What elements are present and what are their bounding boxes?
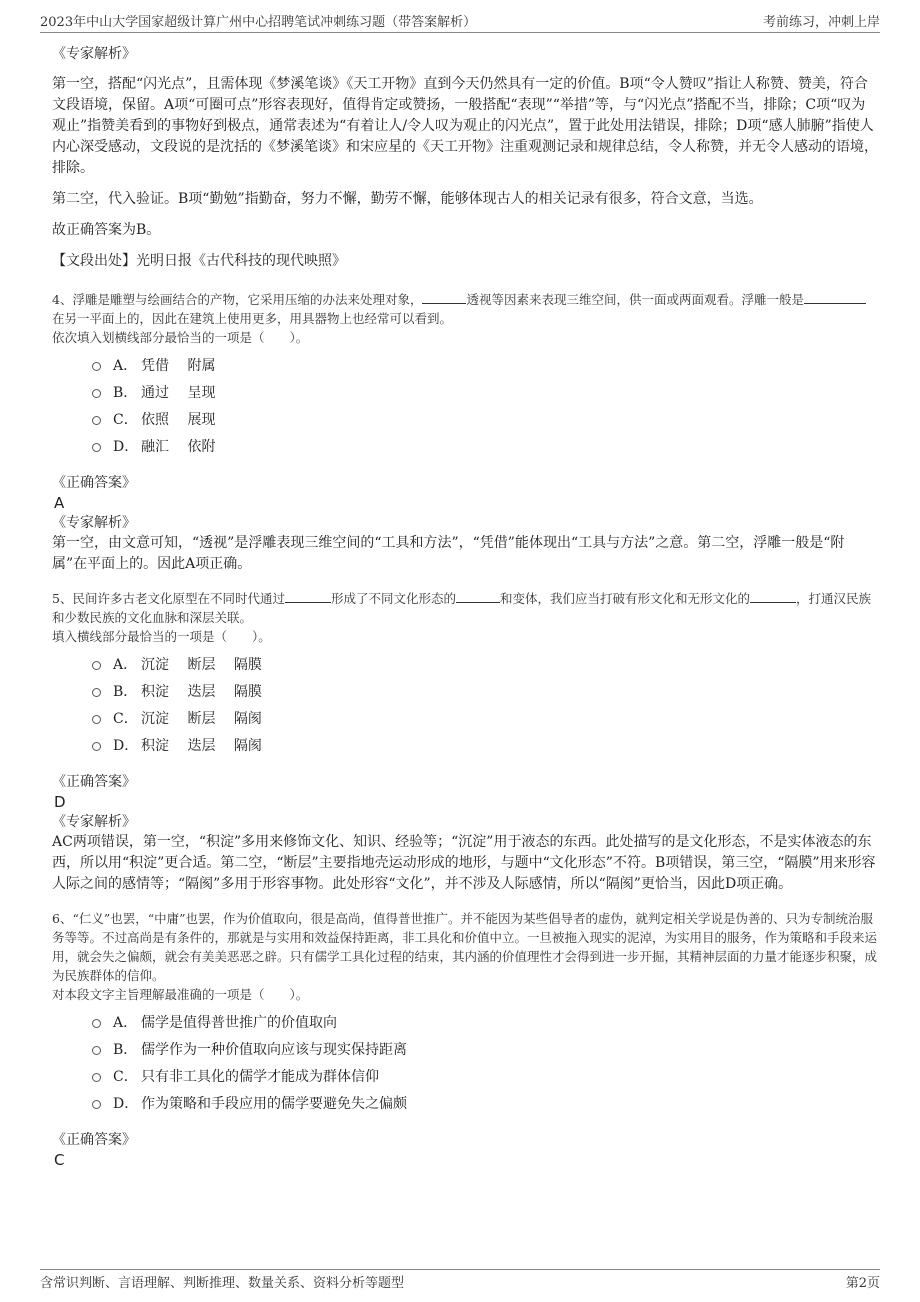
analysis-paragraph-2: 第二空，代入验证。B项“勤勉”指勤奋，努力不懈，勤劳不懈，能够体现古人的相关记录有很多，符合文意，当选。 bbox=[52, 191, 763, 207]
radio-icon[interactable] bbox=[92, 1100, 101, 1109]
correct-answer-label: 《正确答案》 bbox=[52, 475, 136, 491]
page-content bbox=[52, 44, 878, 1170]
radio-icon[interactable] bbox=[92, 416, 101, 425]
fill-blank bbox=[285, 602, 331, 603]
option-a[interactable]: A． 儒学是值得普世推广的价值取向 bbox=[92, 1008, 878, 1035]
option-c[interactable]: C． 沉淀 断层 隔阂 bbox=[92, 704, 878, 731]
footer-description: 含常识判断、言语理解、判断推理、数量关系、资料分析等题型 bbox=[40, 1275, 405, 1291]
correct-answer-label: 《正确答案》 bbox=[52, 774, 136, 790]
radio-icon[interactable] bbox=[92, 688, 101, 697]
question-6-prompt: 对本段文字主旨理解最准确的一项是（ ）。 bbox=[52, 987, 309, 1002]
question-5-options bbox=[92, 650, 878, 758]
radio-icon[interactable] bbox=[92, 1073, 101, 1082]
page-number: 第2页 bbox=[845, 1275, 880, 1291]
option-b[interactable]: B． 通过 呈现 bbox=[92, 378, 878, 405]
source-citation: 【文段出处】光明日报《古代科技的现代映照》 bbox=[52, 253, 346, 269]
question-5-prompt: 填入横线部分最恰当的一项是（ ）。 bbox=[52, 629, 271, 644]
option-b[interactable]: B． 儒学作为一种价值取向应该与现实保持距离 bbox=[92, 1035, 878, 1062]
question-6-options bbox=[92, 1008, 878, 1116]
header-slogan: 考前练习，冲刺上岸 bbox=[762, 14, 880, 30]
option-c[interactable]: C． 只有非工具化的儒学才能成为群体信仰 bbox=[92, 1062, 878, 1089]
fill-blank bbox=[804, 303, 866, 304]
radio-icon[interactable] bbox=[92, 389, 101, 398]
question-4-options bbox=[92, 351, 878, 459]
correct-answer-statement: 故正确答案为B。 bbox=[52, 222, 161, 238]
analysis-paragraph-1: 第一空，搭配“闪光点”，且需体现《梦溪笔谈》《天工开物》直到今天仍然具有一定的价值。B项“令人赞叹”指让人称赞、赞美，符合文段语境，保留。A项“可圈可点”形容表现好，值得肯定或赞扬，一般搭配“表现”“举措”等，与“闪光点”搭配不当，排除；C项“叹为观止”指赞美看到的事物好到极点，通常表述为“有着让人/令人叹为观止的闪光点”，置于此处用法错误，排除；D项“感人肺腑”指使人内心深受感动，文段说的是沈括的《梦溪笔谈》和宋应星的《天工开物》注重观测记录和规律总结，令人称赞，并无令人感动的语境，排除。 bbox=[52, 76, 878, 176]
question-6-stem: 6、“仁义”也罢，“中庸”也罢，作为价值取向，很是高尚，值得普世推广。并不能因为某些倡导者的虚伪，就判定相关学说是伪善的、只为专制统治服务等等。不过高尚是有条件的，那就是与实用和效益保持距离，非工具化和价值中立。一旦被拖入现实的泥淖，为实用目的服务，作为策略和手段来运用，就会失之偏颇，就会有美美恶恶之辟。只有儒学工具化过程的结束，其内涵的价值理性才会得到进一步开掘，其精神层面的力量才能逐步积聚，成为民族群体的信仰。 bbox=[52, 911, 878, 983]
option-b[interactable]: B． 积淀 迭层 隔膜 bbox=[92, 677, 878, 704]
radio-icon[interactable] bbox=[92, 443, 101, 452]
correct-answer-value: A bbox=[54, 494, 65, 512]
question-5-analysis: AC两项错误，第一空，“积淀”多用来修饰文化、知识、经验等；“沉淀”用于液态的东西。此处描写的是文化形态，不是实体液态的东西，所以用“积淀”更合适。第二空，“断层”主要指地壳运动形成的地形，与题中“文化形态”不符。B项错误，第三空，“隔膜”用来形容人际之间的感情等；“隔阂”多用于形容事物。此处形容“文化”，并不涉及人际感情，所以“隔阂”更恰当，因此D项正确。 bbox=[52, 834, 876, 892]
question-4-stem: 4、浮雕是雕塑与绘画结合的产物，它采用压缩的办法来处理对象， 透视等因素来表现三维空间，供一面或两面观看。浮雕一般是在另一平面上的，因此在建筑上使用更多，用具器物上也经常可以看到。 bbox=[52, 290, 878, 328]
fill-blank bbox=[750, 602, 796, 603]
option-d[interactable]: D． 融汇 依附 bbox=[92, 432, 878, 459]
option-a[interactable]: A． 沉淀 断层 隔膜 bbox=[92, 650, 878, 677]
question-5-stem: 5、民间许多古老文化原型在不同时代通过 形成了不同文化形态的 和变体，我们应当打破有形文化和无形文化的 ，打通汉民族和少数民族的文化血脉和深层关联。 bbox=[52, 591, 872, 625]
radio-icon[interactable] bbox=[92, 362, 101, 371]
radio-icon[interactable] bbox=[92, 742, 101, 751]
correct-answer-label: 《正确答案》 bbox=[52, 1132, 136, 1148]
page-footer bbox=[40, 1269, 880, 1292]
option-d[interactable]: D． 积淀 迭层 隔阂 bbox=[92, 731, 878, 758]
header-title: 2023年中山大学国家超级计算广州中心招聘笔试冲刺练习题（带答案解析） bbox=[40, 14, 477, 30]
correct-answer-value: C bbox=[54, 1151, 65, 1169]
fill-blank bbox=[422, 303, 466, 304]
question-4-prompt: 依次填入划横线部分最恰当的一项是（ ）。 bbox=[52, 330, 309, 345]
expert-analysis-label: 《专家解析》 bbox=[52, 515, 136, 531]
option-c[interactable]: C． 依照 展现 bbox=[92, 405, 878, 432]
question-4-analysis: 第一空，由文意可知，“透视”是浮雕表现三维空间的“工具和方法”，“凭借”能体现出“工具与方法”之意。第二空，浮雕一般是“附属”在平面上的。因此A项正确。 bbox=[52, 535, 845, 572]
fill-blank bbox=[456, 602, 500, 603]
option-d[interactable]: D． 作为策略和手段应用的儒学要避免失之偏颇 bbox=[92, 1089, 878, 1116]
expert-analysis-label: 《专家解析》 bbox=[52, 46, 136, 62]
radio-icon[interactable] bbox=[92, 1046, 101, 1055]
radio-icon[interactable] bbox=[92, 1019, 101, 1028]
expert-analysis-label: 《专家解析》 bbox=[52, 814, 136, 830]
radio-icon[interactable] bbox=[92, 661, 101, 670]
option-a[interactable]: A． 凭借 附属 bbox=[92, 351, 878, 378]
correct-answer-value: D bbox=[54, 793, 66, 811]
page-header bbox=[40, 8, 880, 33]
radio-icon[interactable] bbox=[92, 715, 101, 724]
